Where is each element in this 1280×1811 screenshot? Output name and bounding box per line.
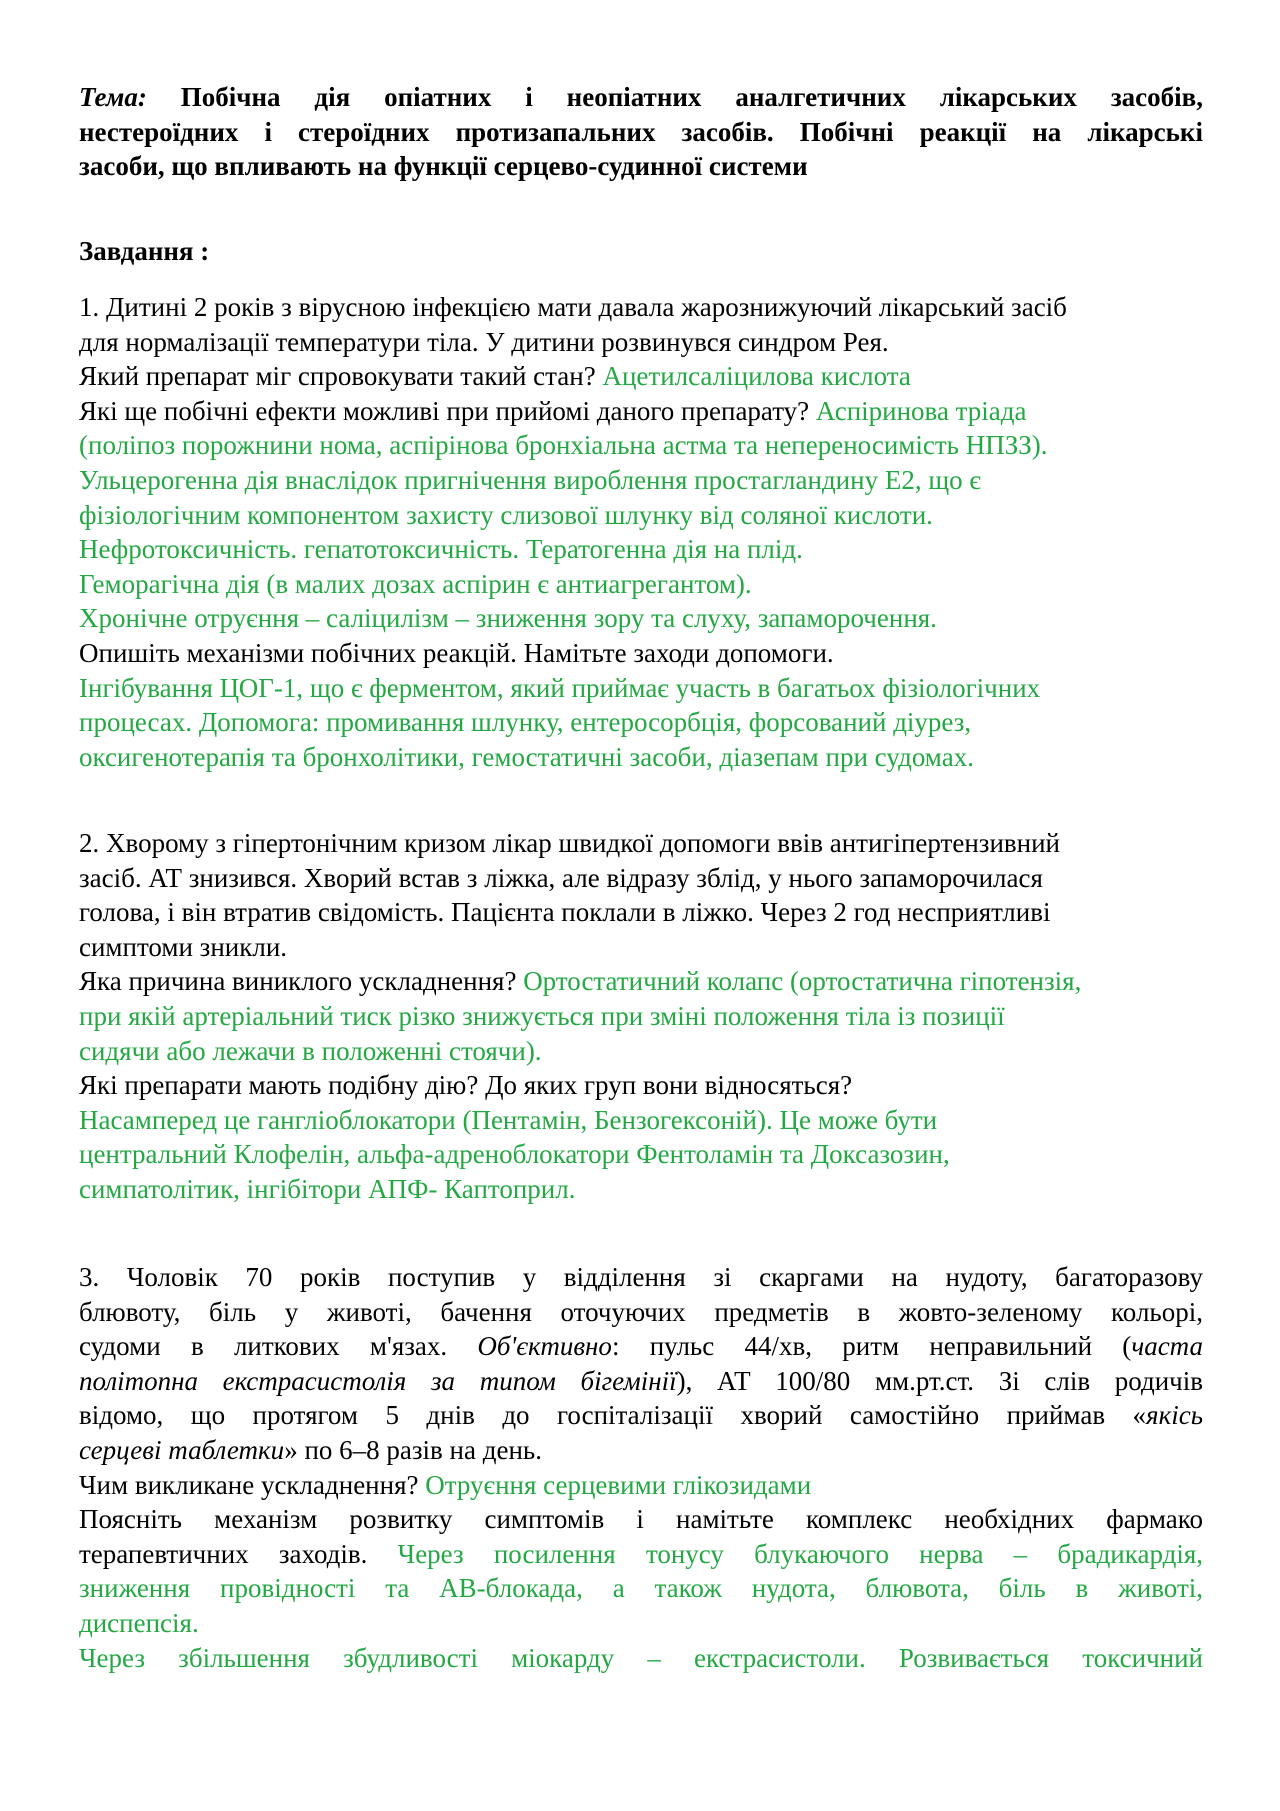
task2-question-line: 2. Хворому з гіпертонічним кризом лікар швидкої допомоги ввів антигіпертензивний [79,828,1061,858]
task2-answer-line: Насамперед це гангліоблокатори (Пентамін, Бензогексоній). Це може бути [79,1104,938,1135]
task3-line: відомо, що протягом 5 днів до госпіталізації хворий самостійно приймав «якісь [79,1400,1203,1431]
task3-question-line: Чим викликане ускладнення? Отруєння серцевими глікозидами [79,1469,812,1500]
tasks-heading-block [79,234,1203,269]
task-3 [79,1260,1203,1675]
task3-answer: Отруєння серцевими глікозидами [425,1469,812,1500]
task1-answer-line: Ульцерогенна дія внаслідок пригнічення вироблення простагландину Е2, що є [79,464,981,495]
task2-answer-line: симпатолітик, інгібітори АПФ- Каптоприл. [79,1173,576,1204]
task3-question-line: терапевтичних заходів. Через посилення тонусу блукаючого нерва – брадикардія, [79,1538,1204,1569]
task1-answer-line: Хронічне отруєння – саліцилізм – зниження зору та слуху, запаморочення. [79,603,937,634]
task1-question-line: 1. Дитині 2 років з вірусною інфекцією мати давала жарознижуючий лікарський засіб [79,292,1067,322]
task3-line: серцеві таблетки» по 6–8 разів на день. [79,1434,542,1465]
task1-answer-line: Інгібування ЦОГ-1, що є ферментом, який приймає участь в багатьох фізіологічних [79,672,1041,703]
task1-answer-line: Геморагічна дія (в малих дозах аспірин є антиагрегантом). [79,568,752,599]
task-1 [79,290,1203,774]
task1-answer-line: Нефротоксичність. гепатотоксичність. Тератогенна дія на плід. [79,534,803,565]
task2-answer-line: сидячи або лежачи в положенні стоячи). [79,1035,542,1066]
task3-answer-line: зниження провідності та АВ-блокада, а також нудота, блювота, біль в животі, [79,1573,1203,1604]
task-2 [79,826,1203,1207]
task2-answer: Ортостатичний колапс (ортостатична гіпотензія, [523,966,1082,997]
task3-question-line: Поясніть механізм розвитку симптомів і намітьте комплекс необхідних фармако [79,1504,1203,1535]
task3-answer-line: Через збільшення збудливості міокарду – екстрасистоли. Розвивається токсичний [79,1642,1203,1673]
task1-question-line: Які ще побічні ефекти можливі при прийомі даного препарату? Аспіринова тріада [79,395,1027,426]
task1-answer: Ацетилсаліцилова кислота [602,361,911,392]
task2-question-line: засіб. АТ знизився. Хворий встав з ліжка, але відразу зблід, у нього запаморочилася [79,862,1043,893]
task1-question-line: для нормалізації температури тіла. У дитини розвинувся синдром Рея. [79,326,889,357]
task2-question-line: голова, і він втратив свідомість. Пацієнта поклали в ліжко. Через 2 год несприятливі [79,897,1051,928]
task2-question-line: Які препарати мають подібну дію? До яких груп вони відносяться? [79,1070,853,1101]
topic-line-1: Тема: Побічна дія опіатних і неопіатних аналгетичних лікарських засобів, [79,82,1203,112]
tasks-heading: Завдання : [79,236,210,266]
task3-line: 3. Чоловік 70 років поступив у відділення зі скаргами на нудоту, багаторазову [79,1262,1203,1292]
task1-answer-line: (поліпоз порожнини нома, аспірінова бронхіальна астма та непереносимість НПЗЗ). [79,430,1048,461]
task1-answer-line: фізіологічним компонентом захисту слизової шлунку від соляної кислоти. [79,499,933,530]
topic-line-3: засоби, що впливають на функції серцево-судинної системи [79,151,808,182]
task3-answer: Через посилення тонусу блукаючого нерва – брадикардія, [397,1538,1204,1569]
task1-question-line: Який препарат міг спровокувати такий стан? Ацетилсаліцилова кислота [79,361,911,392]
task1-answer-line: оксигенотерапія та бронхолітики, гемостатичні засоби, діазепам при судомах. [79,741,974,772]
task1-question-line: Опишіть механізми побічних реакцій. Намітьте заходи допомоги. [79,637,834,668]
task3-answer-line: диспепсія. [79,1607,199,1638]
topic-label: Тема: [79,82,147,112]
topic-block [79,80,1203,184]
task3-line: блювоту, біль у животі, бачення оточуючих предметів в жовто-зеленому кольорі, [79,1296,1203,1327]
task1-answer: Аспіринова тріада [815,395,1027,426]
task2-answer-line: при якій артеріальний тиск різко знижується при зміні положення тіла із позиції [79,1000,1005,1031]
task2-question-line: Яка причина виниклого ускладнення? Ортостатичний колапс (ортостатична гіпотензія, [79,966,1082,997]
task3-line: судоми в литкових м'язах. Об'єктивно: пульс 44/хв, ритм неправильний (часта [79,1331,1204,1362]
task1-answer-line: процесах. Допомога: промивання шлунку, ентеросорбція, форсований діурез, [79,707,972,738]
task2-answer-line: центральний Клофелін, альфа-адреноблокатори Фентоламін та Доксазозин, [79,1139,950,1170]
task2-question-line: симптоми зникли. [79,931,288,962]
topic-line-2: нестероїдних і стероїдних протизапальних засобів. Побічні реакції на лікарські [79,116,1203,147]
task3-line: політопна екстрасистолія за типом бігемінії), АТ 100/80 мм.рт.ст. Зі слів родичів [79,1365,1204,1396]
